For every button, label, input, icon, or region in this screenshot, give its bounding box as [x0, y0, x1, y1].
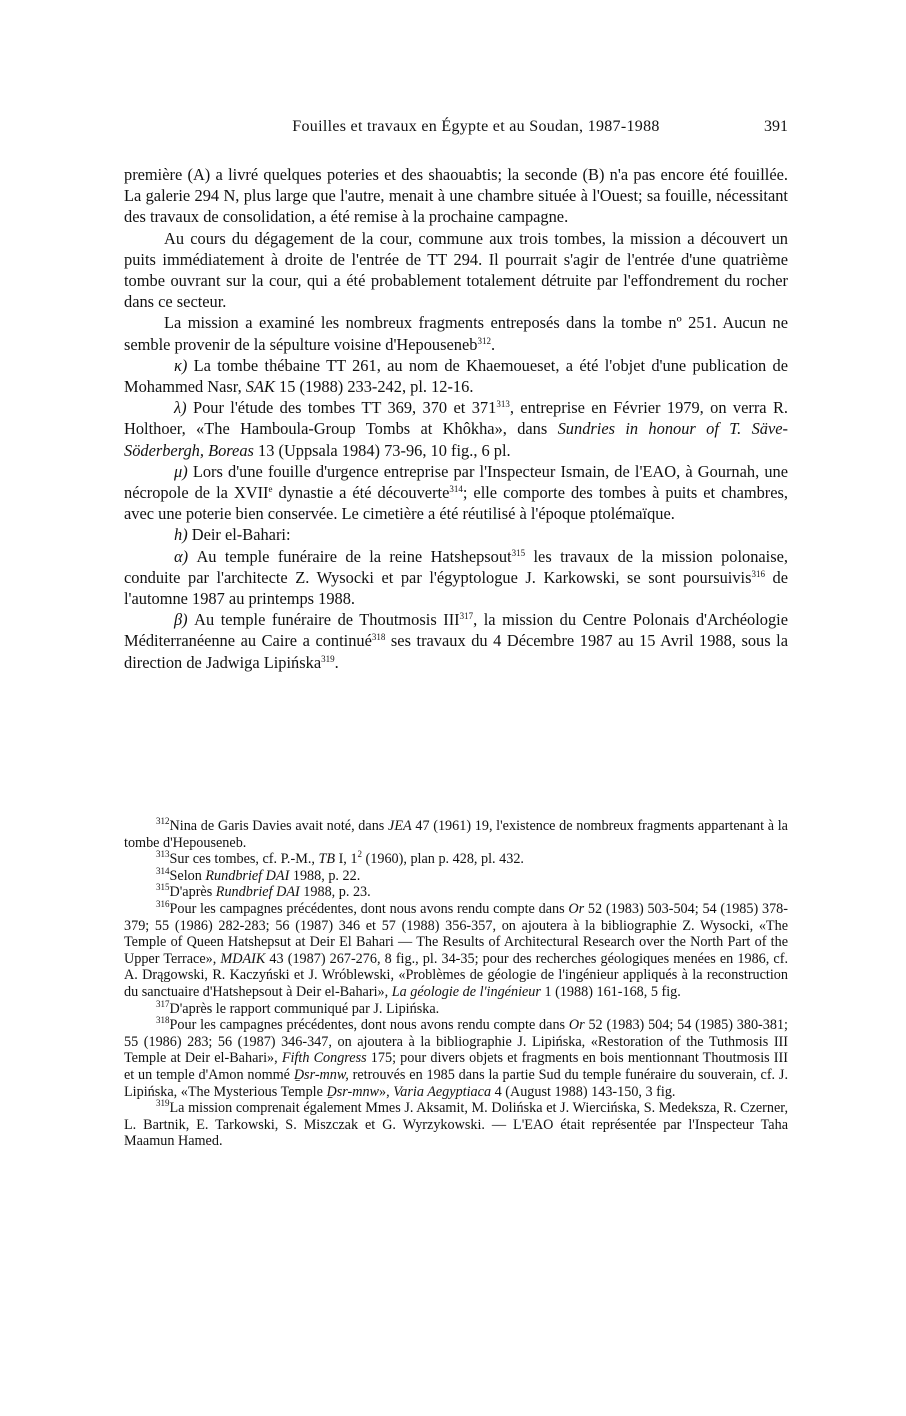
footnote-number: 315 [156, 882, 170, 893]
section-kappa: κ) La tombe thébaine TT 261, au nom de Khaemoueset, a été l'objet d'une publication de Mohammed Nasr, SAK 15 (1988) 233-242, pl. 12-16. [124, 355, 788, 397]
footnote-ref[interactable]: 316 [751, 568, 765, 579]
footnotes [124, 818, 788, 1150]
footnote-314: $^{314}$Selon Rundbrief DAI 1988, p. 22. [156, 865, 361, 884]
section-label: μ) [174, 461, 188, 481]
section-label: λ) [174, 398, 187, 418]
footnote-ref[interactable]: 317 [459, 611, 474, 622]
running-title: Fouilles et travaux en Égypte et au Soudan, 1987-1988 [292, 118, 660, 135]
section-lambda: λ) Pour l'étude des tombes TT 369, 370 et $371^{313}$, entreprise en Février 1979, on verra R. Holthoer, «The Hamboula-Group Tombs at Khôkha», dans Sundries in honour of T. Säve-Söderbergh, Boreas 13 (Uppsala 1984) 73-96, 10 fig., 6 pl. [124, 398, 788, 460]
footnote-316: $^{316}$Pour les campagnes précédentes, dont nous avons rendu compte dans Or 52 (1983) 503-504; 54 (1985) 378-379; 55 (1986) 282-283; 56 (1987) 346 et 57 (1988) 356-357, on ajoutera à la bibliographie Z. Wysocki, «The Temple of Queen Hatshepsut at Deir El Bahari — The Results of Architectural Research over the North Part of the Upper Terrace», MDAIK 43 (1987) 267-276, 8 fig., pl. 34-35; pour des recherches géologiques menées en 1986, cf. A. Drągowski, R. Kaczyński et J. Wróblewski, «Problèmes de géologie de l'ingénieur appliqués à la reconstruction du sanctuaire d'Hatshepsout à Deir el-Bahari», La géologie de l'ingénieur 1 (1988) 161-168, 5 fig. [124, 898, 788, 1000]
footnote-317: $^{317}$D'après le rapport communiqué par J. Lipińska. [156, 998, 440, 1017]
section-alpha: α) Au temple funéraire de la reine Hatshepsout$^{315}$ les travaux de la mission polonaise, conduite par l'architecte Z. Wysocki et par l'égyptologue J. Karkowski, se sont poursuivis$^{316}$ de l'automne 1987 au printemps 1988. [124, 546, 788, 609]
footnote-number: 313 [156, 849, 170, 860]
footnote-number: 314 [156, 865, 170, 876]
footnote-number: 312 [156, 816, 170, 826]
footnote-number: 316 [156, 898, 170, 909]
footnote-ref[interactable]: 313 [496, 399, 510, 410]
section-beta: β) Au temple funéraire de Thoutmosis III$^{317}$, la mission du Centre Polonais d'Archéologie Méditerranéenne au Caire a continué$^{318}$ ses travaux du 4 Décembre 1987 au 15 Avril 1988, sous la direction de Jadwiga Lipińska$^{319}$. [124, 610, 788, 672]
footnote-number: 319 [156, 1098, 170, 1109]
footnote-ref[interactable]: 315 [511, 547, 526, 558]
section-label: κ) [174, 355, 188, 375]
footnote-313: $^{313}$Sur ces tombes, cf. P.-M., TB I, $1^2$ (1960), plan p. 428, pl. 432. [156, 849, 524, 868]
paragraph: Au cours du dégagement de la cour, commune aux trois tombes, la mission a découvert un puits immédiatement à droite de l'entrée de TT 294. Il pourrait s'agir de l'entrée d'une quatrième tombe ouvrant sur la cour, qui a été probablement totalement détruite par l'effondrement du rocher dans ce secteur. [124, 228, 788, 312]
footnote-315: $^{315}$D'après Rundbrief DAI 1988, p. 23. [156, 882, 371, 901]
section-mu: μ) Lors d'une fouille d'urgence entreprise par l'Inspecteur Ismain, de l'EAO, à Gournah, une nécropole de la XVIIe dynastie a été découverte$^{314}$; elle comporte des tombes à puits et chambres, avec une poterie bien conservée. Le cimetière a été réutilisé à l'époque ptolémaïque. [124, 461, 788, 524]
footnote-number: 318 [156, 1015, 170, 1026]
footnote-312: $^{312}$Nina de Garis Davies avait noté, dans JEA 47 (1961) 19, l'existence de nombreux fragments appartenant à la tombe d'Hepouseneb. [124, 816, 788, 851]
footnote-318: $^{318}$Pour les campagnes précédentes, dont nous avons rendu compte dans Or 52 (1983) 504; 54 (1985) 380-381; 55 (1986) 283; 56 (1987) 346-347, on ajoutera à la bibliographie J. Lipińska, «Restoration of the Tuthmosis III Temple at Deir el-Bahari», Fifth Congress 175; pour divers objets et fragments en bois mentionnant Thoutmosis III et un temple d'Amon nommé Ḏsr-mnw, retrouvés en 1985 dans la partie Sud du temple funéraire du souverain, cf. J. Lipińska, «The Mysterious Temple Ḏsr-mnw», Varia Aegyptiaca 4 (August 1988) 143-150, 3 fig. [124, 1015, 788, 1100]
page-number: 391 [764, 118, 788, 135]
paragraph: première (A) a livré quelques poteries et des shaouabtis; la seconde (B) n'a pas encore été fouillée. La galerie 294 N, plus large que l'autre, menait à une chambre située à l'Ouest; sa fouille, nécessitant des travaux de consolidation, a été remise à la prochaine campagne. [124, 165, 788, 227]
footnote-number: 317 [156, 998, 170, 1009]
paragraph: La mission a examiné les nombreux fragments entreposés dans la tombe nº 251. Aucun ne semble provenir de la sépulture voisine d'Hepouseneb$^{312}$. [124, 313, 788, 354]
footnote-ref[interactable]: 312 [477, 335, 491, 346]
running-header [124, 118, 788, 140]
section-label: β) [174, 610, 188, 630]
main-text [124, 164, 788, 673]
footnote-ref[interactable]: 314 [449, 484, 463, 495]
section-heading-h: h) Deir el-Bahari: [174, 525, 291, 545]
footnote-ref[interactable]: 319 [321, 653, 335, 664]
section-label: h) [174, 525, 188, 545]
section-label: α) [174, 546, 189, 566]
footnote-ref[interactable]: 318 [371, 632, 386, 643]
footnote-319: $^{319}$La mission comprenait également Mmes J. Aksamit, M. Dolińska et J. Wiercińska, S. Medeksza, R. Czerner, L. Bartnik, E. Tarkowski, S. Miszczak et G. Wyrzykowski. — L'EAO était représentée par l'Inspecteur Taha Maamun Hamed. [124, 1098, 788, 1150]
